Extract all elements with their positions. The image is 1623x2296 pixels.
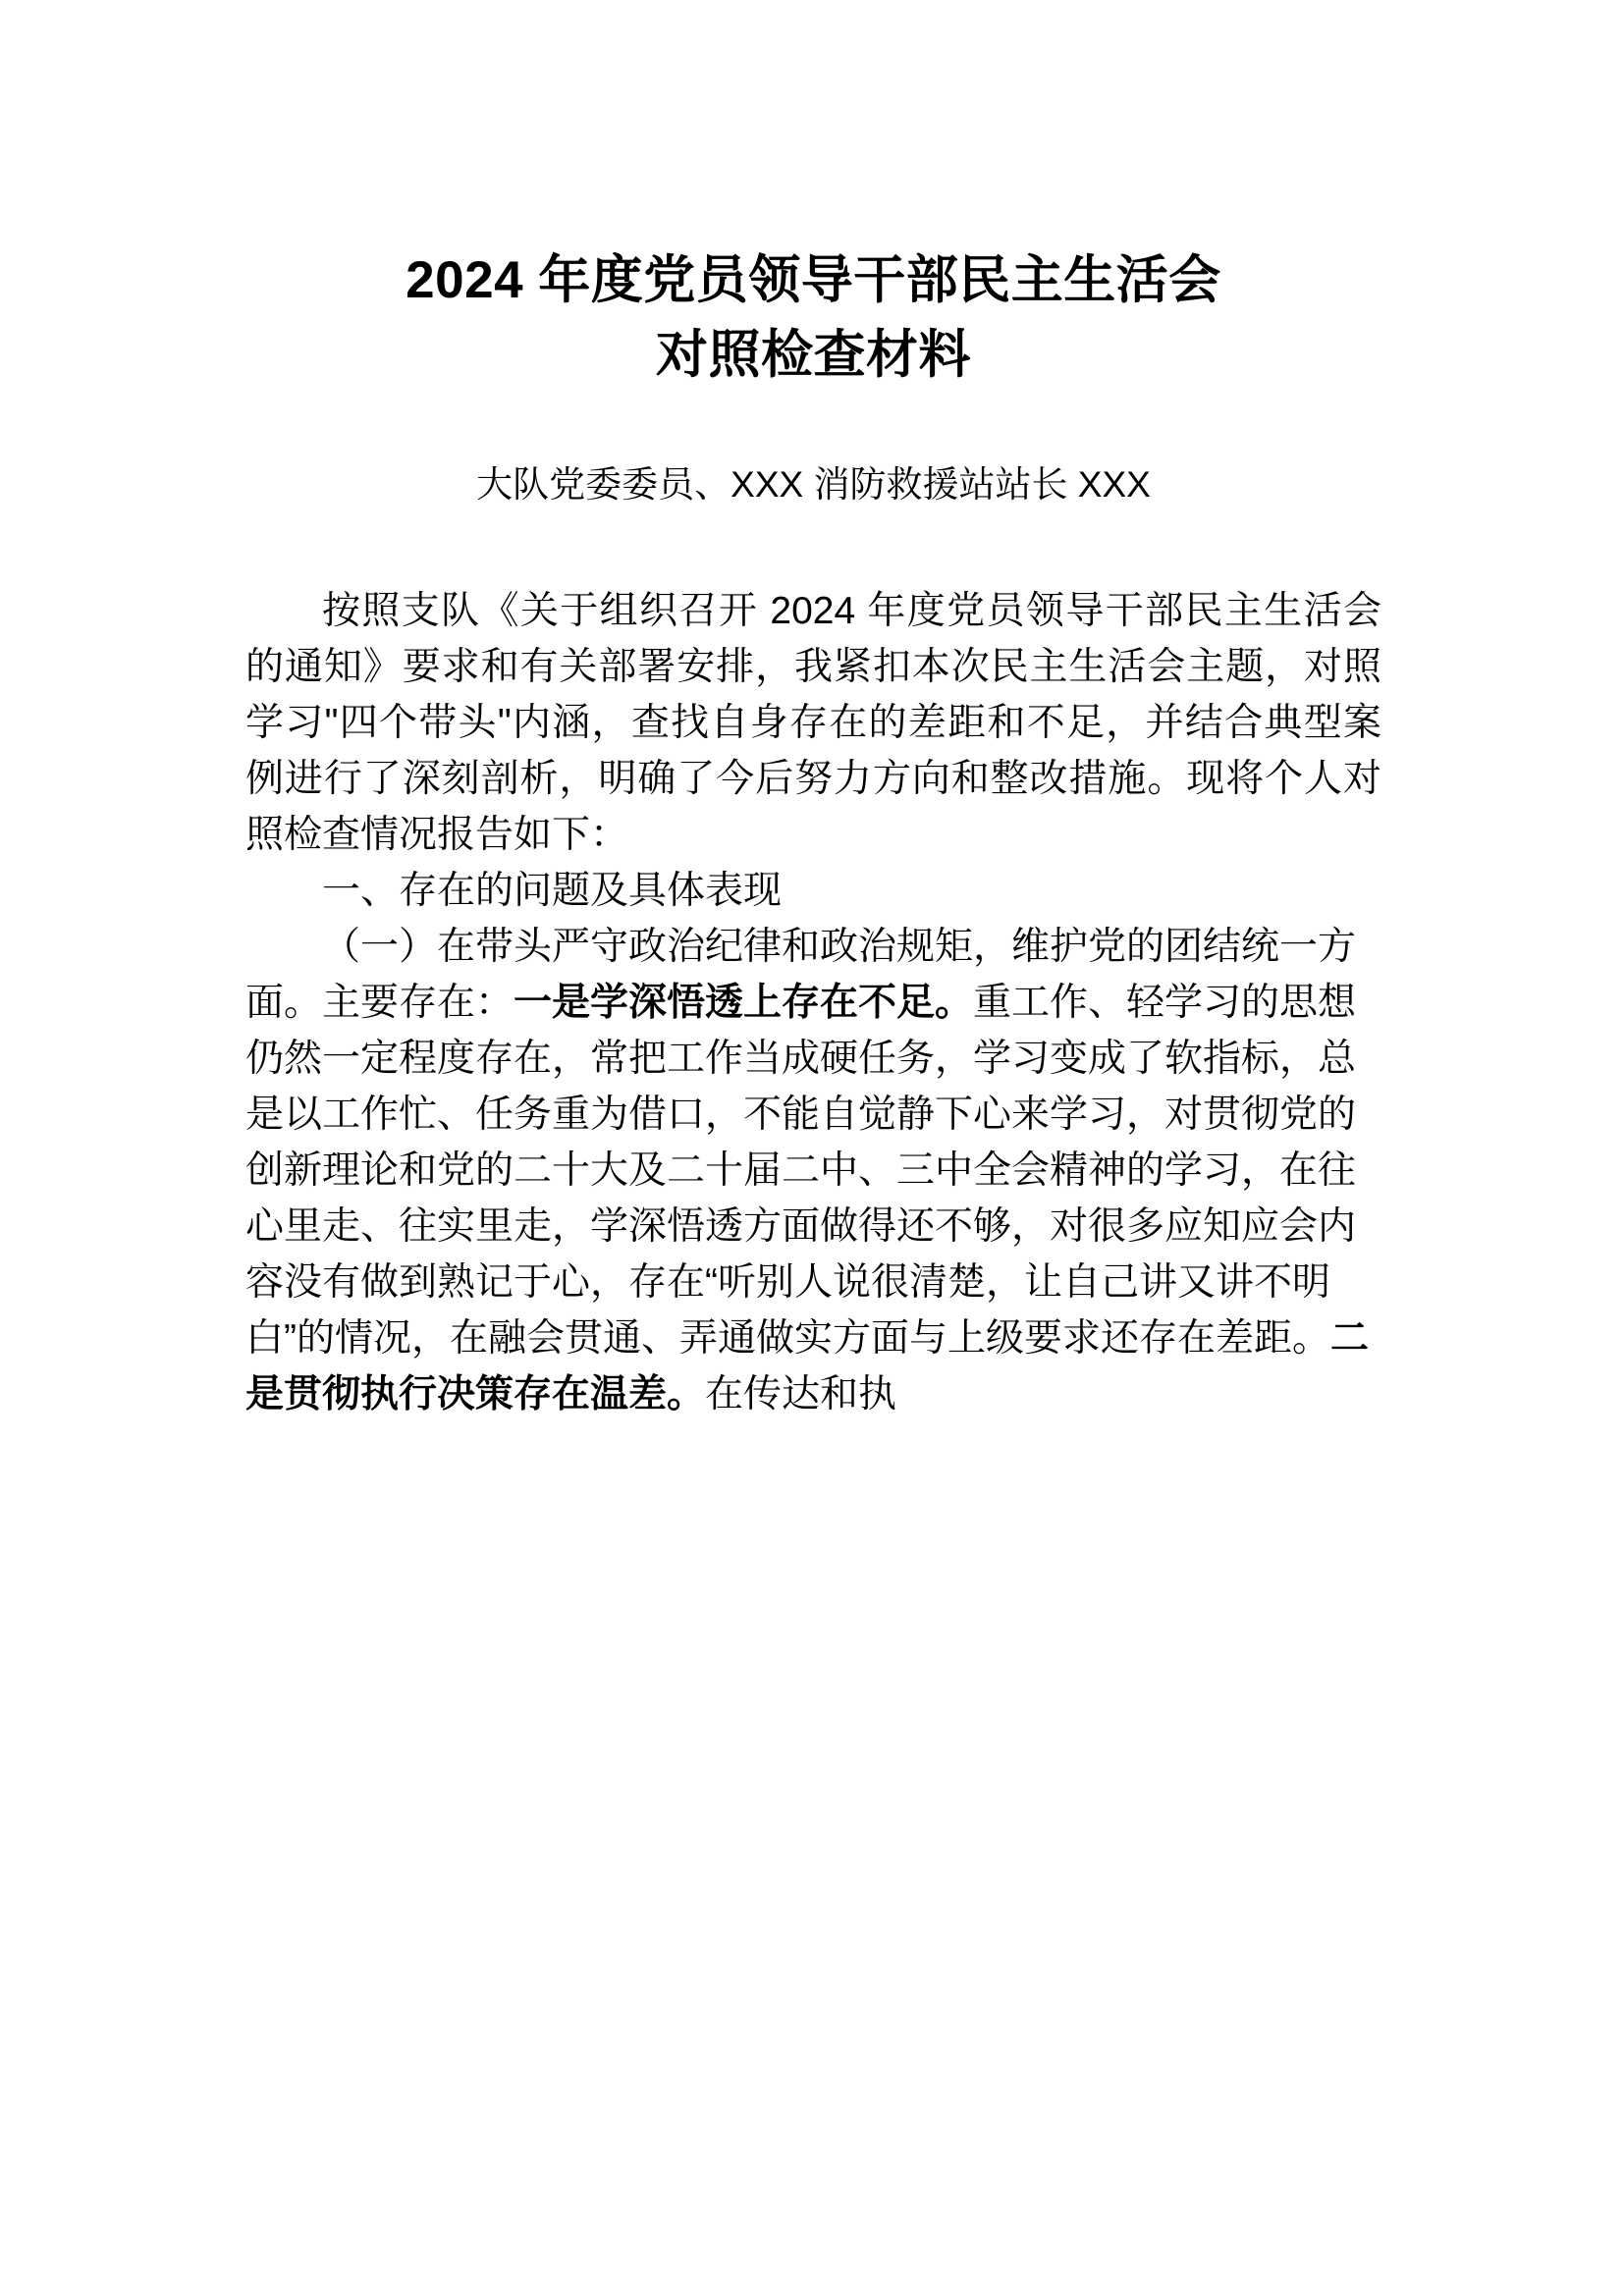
paragraph-section-one-a	[245, 919, 1381, 1422]
text-run: （一）在带头严守政治纪律和政治规矩，维护党的团结统一方面。主要存在：	[245, 926, 1357, 1024]
text-run: 在传达和执	[705, 1373, 897, 1415]
text-run: 按照支队《关于组织召开 2024 年度党员领导干部民主生活会的通知》要求和有关部署安排，我紧扣本次民主生活会主题，对照学习"四个带头"内涵，查找自身存在的差距和不足，并结合典型案例进行了深刻剖析，明确了今后努力方向和整改措施。现将个人对照检查情况报告如下：	[245, 590, 1381, 856]
text-run: 一、存在的问题及具体表现	[322, 870, 783, 912]
page-title	[245, 0, 1381, 393]
paragraph-section-one-heading	[245, 863, 1381, 919]
emphasis-run: 二是贯彻执行决策存在温差。	[245, 1317, 1370, 1415]
paragraph-intro	[245, 583, 1381, 863]
emphasis-run: 一是学深悟透上存在不足。	[514, 982, 974, 1024]
title-line-1: 2024 年度党员领导干部民主生活会	[406, 251, 1221, 309]
document-subtitle: 大队党委委员、XXX 消防救援站站长 XXX	[476, 464, 1151, 505]
page-content	[245, 0, 1381, 1422]
text-run: 重工作、轻学习的思想仍然一定程度存在，常把工作当成硬任务，学习变成了软指标，总是以工作忙、任务重为借口，不能自觉静下心来学习，对贯彻党的创新理论和党的二十大及二十届二中、三中全会精神的学习，在往心里走、往实里走，学深悟透方面做得还不够，对很多应知应会内容没有做到熟记于心，存在“听别人说很清楚，让自己讲又讲不明白”的情况，在融会贯通、弄通做实方面与上级要求还存在差距。	[245, 982, 1357, 1360]
title-line-2: 对照检查材料	[656, 326, 971, 384]
document-body	[245, 512, 1381, 1422]
